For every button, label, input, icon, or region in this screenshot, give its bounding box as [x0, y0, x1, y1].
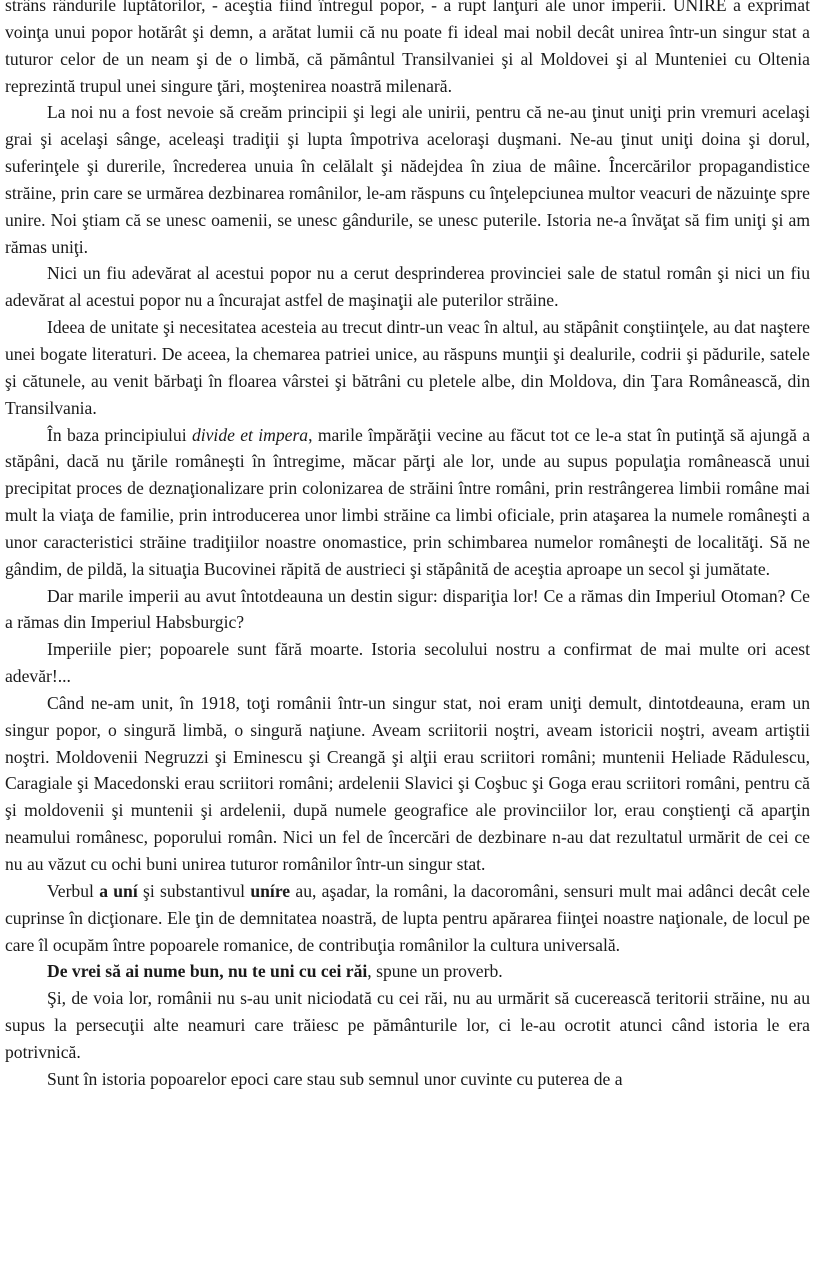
text-run: Dar marile imperii au avut întotdeauna un destin sigur: dispariţia lor! Ce a rămas din Imperiul Otoman? Ce a rămas din Imperiul Habsburgic? — [5, 585, 810, 633]
text-run: În baza principiului — [47, 424, 192, 445]
paragraph — [5, 690, 810, 878]
text-run: Când ne-am unit, în 1918, toţi românii într-un singur stat, noi eram uniţi demult, dintotdeauna, eram un singur popor, o singură limbă, o singură naţiune. Aveam scriitorii noştri, aveam istoricii noştri, aveam artiştii noştri. Moldovenii Negruzzi şi Eminescu şi Creangă şi alţii erau scriitori români; muntenii Heliade Rădulescu, Caragiale şi Macedonski erau scriitori români; ardelenii Slavici şi Coşbuc şi Goga erau scriitori români, pentru că şi moldovenii şi muntenii şi ardelenii, după numele geografice ale provinciilor lor, erau conştienţi că aparţin neamului românesc, poporului român. Nici un fel de încercări de dezbinare n-au dat rezultatul urmărit de cei ce nu au văzut cu ochi buni unirea tuturor românilor într-un singur stat. — [5, 692, 810, 874]
bold-text: a uní — [99, 880, 138, 901]
paragraph — [5, 958, 810, 985]
paragraph — [5, 636, 810, 690]
paragraph — [5, 1066, 810, 1093]
paragraph — [5, 99, 810, 260]
text-run: Ideea de unitate şi necesitatea acesteia au trecut dintr-un veac în altul, au stăpânit conştiinţele, au dat naştere unei bogate literaturi. De aceea, la chemarea patriei unice, au răspuns munţii şi dealurile, codrii şi pădurile, satele şi cătunele, au venit bărbaţi în floarea vârstei şi bătrâni cu pletele albe, din Moldova, din Ţara Românească, din Transilvania. — [5, 317, 810, 418]
paragraph — [5, 878, 810, 959]
paragraph — [5, 314, 810, 421]
paragraph — [5, 583, 810, 637]
paragraph — [5, 260, 810, 314]
text-run: au, aşadar, la români, la dacoromâni, sensuri mult mai adânci decât cele cuprinse în dicţionare. Ele ţin de demnitatea noastră, de lupta pentru apărarea fiinţei noastre naţionale, de locul pe care îl ocupăm între popoarele romanice, de contribuţia românilor la cultura universală. — [5, 880, 810, 955]
paragraph — [5, 0, 810, 99]
bold-text: uníre — [250, 880, 291, 901]
text-run: La noi nu a fost nevoie să creăm principii şi legi ale unirii, pentru că ne-au ţinut uniţi prin vremuri acelaşi grai şi acelaşi sânge, aceleaşi tradiţii şi lupta împotriva aceloraşi duşmani. Ne-au ţinut uniţi doina şi dorul, suferinţele şi durerile, încrederea unuia în celălalt şi nădejdea în ziua de mâine. Încercărilor propagandistice străine, prin care se urmărea dezbinarea românilor, le-am răspuns cu înţelepciunea multor veacuri de năzuinţe spre unire. Noi ştiam că se unesc oamenii, se unesc gândurile, se unesc puterile. Istoria ne-a învăţat să fim uniţi şi am rămas uniţi. — [5, 102, 810, 257]
text-run: strâns rândurile luptătorilor, - aceştia fiind întregul popor, - a rupt lanţuri ale unor imperii. UNIRE a exprimat voinţa unui popor hotărât şi demn, a arătat lumii că nu poate fi ideal mai nobil decât unirea într-un singur stat a tuturor celor de un neam şi de o limbă, că pământul Transilvaniei şi al Moldovei şi al Munteniei cu Oltenia reprezintă trupul unei singure ţări, moştenirea noastră milenară. — [5, 0, 810, 96]
paragraph — [5, 985, 810, 1066]
text-run: , spune un proverb. — [367, 961, 503, 982]
text-run: Sunt în istoria popoarelor epoci care stau sub semnul unor cuvinte cu puterea de a — [47, 1068, 623, 1089]
text-run: Şi, de voia lor, românii nu s-au unit niciodată cu cei răi, nu au urmărit să cucerească teritorii străine, nu au supus la persecuţii alte neamuri care trăiesc pe pământurile lor, ci le-au ocrotit atunci când istoria le era potrivnică. — [5, 988, 810, 1062]
text-run: Imperiile pier; popoarele sunt fără moarte. Istoria secolului nostru a confirmat de mai multe ori acest adevăr!... — [5, 639, 810, 687]
text-run: , marile împărăţii vecine au făcut tot ce le-a stat în putinţă să ajungă a stăpâni, dacă nu ţările româneşti în întregime, măcar părţi ale lor, unde au supus populaţia românească unui precipitat proces de deznaţionalizare prin colonizarea de străini între români, prin restrângerea limbii române mai mult la viaţa de familie, prin introducerea unor limbi străine ca limbi oficiale, prin ataşarea la numele româneşti a unor caracteristici străine tradiţiilor noastre onomastice, prin schimbarea numelor româneşti de localităţi. Să ne gândim, de pildă, la situaţia Bucovinei răpită de austrieci şi stăpânită de aceştia aproape un secol şi jumătate. — [5, 424, 811, 579]
text-run: Nici un fiu adevărat al acestui popor nu a cerut desprinderea provinciei sale de statul român şi nici un fiu adevărat al acestui popor nu a încurajat astfel de maşinaţii ale puterilor străine. — [5, 263, 810, 311]
text-run: Verbul — [47, 880, 100, 901]
bold-text: De vrei să ai nume bun, nu te uni cu cei răi — [47, 961, 368, 982]
paragraph — [5, 422, 810, 583]
italic-text: divide et impera — [191, 424, 309, 445]
text-run: şi substantivul — [137, 880, 251, 901]
